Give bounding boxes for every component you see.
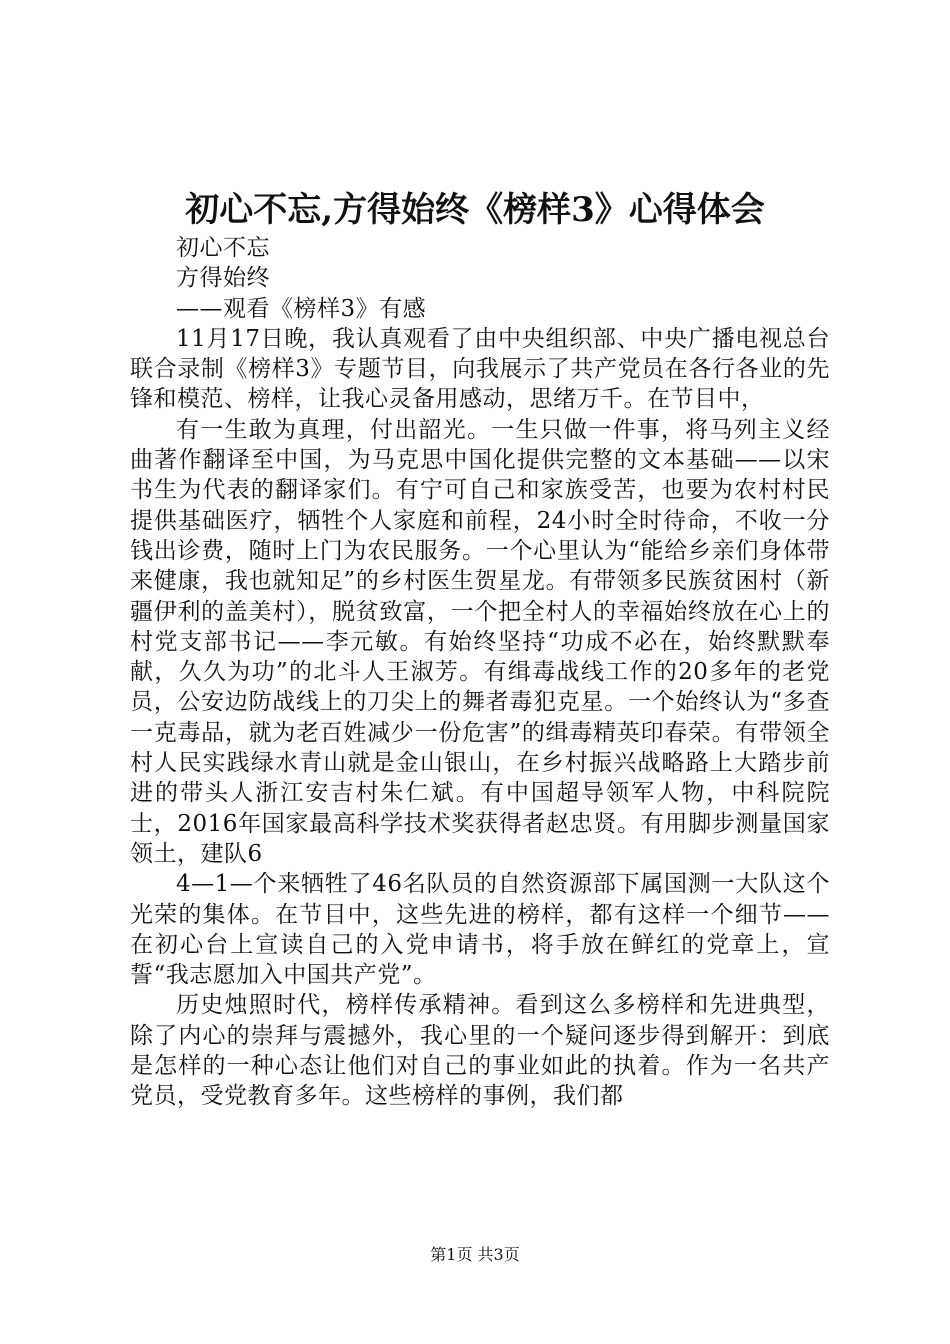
paragraph-2: 有一生敢为真理，付出韶光。一生只做一件事，将马列主义经曲著作翻译至中国，为马克思中国化提供完整的文本基础——以宋书生为代表的翻译家们。有宁可自己和家族受苦，也要为农村村民提供基础医疗，牺牲个人家庭和前程，24小时全时待命，不收一分钱出诊费，随时上门为农民服务。一个心里认为“能给乡亲们身体带来健康，我也就知足”的乡村医生贺星龙。有带领多民族贫困村（新疆伊利的盖美村），脱贫致富，一个把全村人的幸福始终放在心上的村党支部书记——李元敏。有始终坚持“功成不必在，始终默默奉献，久久为功”的北斗人王淑芳。有缉毒战线工作的20多年的老党员，公安边防战线上的刀尖上的舞者毒犯克星。一个始终认为“多查一克毒品，就为老百姓减少一份危害”的缉毒精英印春荣。有带领全村人民实践绿水青山就是金山银山，在乡村振兴战略路上大踏步前进的带头人浙江安吉村朱仁斌。有中国超导领军人物，中科院院士，2016年国家最高科学技术奖获得者赵忠贤。有用脚步测量国家领土，建队6 xyxy=(130,416,830,867)
paragraph-1: 11月17日晚，我认真观看了由中央组织部、中央广播电视总台联合录制《榜样3》专题节目，向我展示了共产党员在各行各业的先锋和模范、榜样，让我心灵备用感动，思绪万千。在节目中， xyxy=(130,325,830,413)
subtitle-line-3: ——观看《榜样3》有感 xyxy=(176,295,427,322)
page-number-footer: 第1页 共3页 xyxy=(430,1245,520,1264)
subtitle-line-1: 初心不忘 xyxy=(176,235,270,261)
paragraph-4: 历史烛照时代，榜样传承精神。看到这么多榜样和先进典型，除了内心的崇拜与震撼外，我心里的一个疑问逐步得到解开：到底是怎样的一种心态让他们对自己的事业如此的执着。作为一名共产党员，受党教育多年。这些榜样的事例，我们都 xyxy=(130,992,830,1110)
document-title: 初心不忘,方得始终《榜样3》心得体会 xyxy=(185,190,765,230)
subtitle-line-2: 方得始终 xyxy=(176,265,270,292)
paragraph-3: 4—1—个来牺牲了46名队员的自然资源部下属国测一大队这个光荣的集体。在节目中，这些先进的榜样，都有这样一个细节——在初心台上宣读自己的入党申请书，将手放在鲜红的党章上，宣誓“我志愿加入中国共产党”。 xyxy=(130,871,830,989)
document-body xyxy=(130,233,830,1112)
